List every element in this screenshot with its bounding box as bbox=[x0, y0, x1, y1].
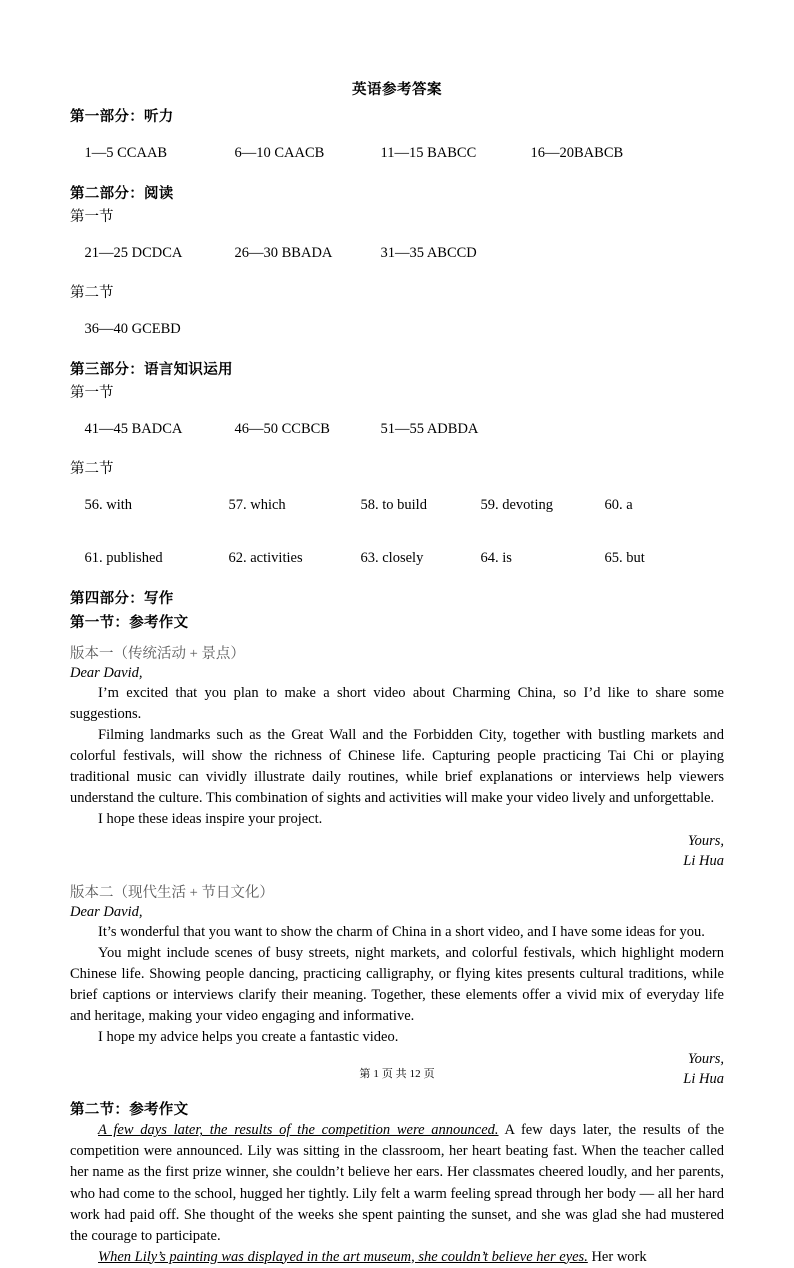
reading-answers-row-2 bbox=[70, 304, 724, 355]
continuation-text-2: Her work bbox=[587, 1248, 647, 1265]
language-answers-row-1 bbox=[70, 404, 724, 455]
footer-current-page: 1 bbox=[373, 1068, 379, 1080]
fill-answer-65: 65. but bbox=[604, 550, 645, 566]
subheading-part4-section2: 第二节：参考作文 bbox=[70, 1102, 189, 1119]
footer-total-pages: 12 bbox=[409, 1068, 421, 1080]
page-footer bbox=[0, 1065, 794, 1081]
version-one-signoff-name: Li Hua bbox=[683, 852, 724, 869]
fill-blank-row-1 bbox=[70, 480, 724, 531]
subheading-part3-section1: 第一节 bbox=[70, 385, 114, 401]
listening-answers-6-10: 6—10 CAACB bbox=[234, 145, 325, 161]
listening-answers-16-20: 16—20BABCB bbox=[530, 145, 624, 161]
subheading-part4-section1: 第一节：参考作文 bbox=[70, 615, 189, 631]
page-title: 英语参考答案 bbox=[352, 82, 442, 98]
section-heading-part1: 第一部分：听力 bbox=[70, 109, 174, 125]
fill-answer-64: 64. is bbox=[480, 550, 512, 566]
reading-answers-26-30: 26—30 BBADA bbox=[234, 245, 333, 261]
fill-answer-60: 60. a bbox=[604, 497, 633, 513]
fill-blank-row-2 bbox=[70, 533, 724, 584]
footer-middle: 页 共 bbox=[381, 1068, 407, 1080]
continuation-paragraph-1 bbox=[70, 1120, 724, 1246]
reading-answers-36-40: 36—40 GCEBD bbox=[84, 321, 181, 337]
continuation-lead-sentence-2: When Lily’s painting was displayed in the art museum, she couldn’t believe her eyes. bbox=[98, 1248, 588, 1265]
language-answers-51-55: 51—55 ADBDA bbox=[380, 421, 479, 437]
fill-answer-59: 59. devoting bbox=[480, 497, 553, 513]
version-two-label: 版本二（现代生活 + 节日文化） bbox=[70, 885, 274, 902]
continuation-text-1: A few days later, the results of the competition were announced. Lily was sitting in the classroom, her heart beating fast. When the teacher called her name as the first prize winner, she couldn’t believe her ears. Her classmates cheered loudly, and her parents, who had come to the school, hugged her tightly. Lily felt a warm feeling spread through her body — all her hard work had paid off. She thought of the weeks she spent painting the sunset, and she was glad she had mustered the courage to participate. bbox=[70, 1122, 725, 1244]
continuation-paragraph-2 bbox=[70, 1247, 724, 1268]
footer-prefix: 第 bbox=[359, 1068, 371, 1080]
listening-answers-row bbox=[70, 128, 724, 179]
fill-answer-61: 61. published bbox=[84, 550, 163, 566]
continuation-lead-sentence-1: A few days later, the results of the competition were announced. bbox=[98, 1122, 499, 1139]
language-answers-46-50: 46—50 CCBCB bbox=[234, 421, 330, 437]
fill-answer-63: 63. closely bbox=[360, 550, 424, 566]
reading-answers-21-25: 21—25 DCDCA bbox=[84, 245, 183, 261]
reading-answers-row-1 bbox=[70, 228, 724, 279]
version-two-paragraph-3: I hope my advice helps you create a fantastic video. bbox=[98, 1029, 399, 1046]
version-two-signoff-yours: Yours, bbox=[687, 1051, 724, 1068]
version-one-paragraph-3: I hope these ideas inspire your project. bbox=[98, 811, 323, 828]
subheading-part2-section1: 第一节 bbox=[70, 209, 114, 225]
version-one-signoff-yours: Yours, bbox=[687, 833, 724, 850]
section-heading-part4: 第四部分：写作 bbox=[70, 591, 174, 607]
subheading-part3-section2: 第二节 bbox=[70, 461, 114, 477]
version-one-salutation: Dear David, bbox=[70, 665, 143, 681]
fill-answer-62: 62. activities bbox=[228, 550, 303, 566]
fill-answer-58: 58. to build bbox=[360, 497, 427, 513]
section-heading-part3: 第三部分：语言知识运用 bbox=[70, 362, 233, 378]
version-two-paragraph-2: You might include scenes of busy streets, night markets, and colorful festivals, which highlight modern Chinese life. Showing people dancing, practicing calligraphy, or flying kites presents cultural traditions, while brief captions or interviews clarify their meaning. Together, these elements offer a vivid mix of everyday life and heritage, making your video engaging and informative. bbox=[70, 945, 724, 1025]
footer-suffix: 页 bbox=[423, 1068, 435, 1080]
version-one-label: 版本一（传统活动 + 景点） bbox=[70, 646, 245, 662]
fill-answer-57: 57. which bbox=[228, 497, 286, 513]
version-two-salutation: Dear David, bbox=[70, 904, 143, 921]
subheading-part2-section2: 第二节 bbox=[70, 285, 114, 301]
listening-answers-1-5: 1—5 CCAAB bbox=[84, 145, 168, 161]
version-one-signoff bbox=[70, 832, 724, 871]
section-heading-part2: 第二部分：阅读 bbox=[70, 186, 174, 202]
version-two-signoff-name: Li Hua bbox=[683, 1070, 724, 1087]
reading-answers-31-35: 31—35 ABCCD bbox=[380, 245, 477, 261]
version-one-paragraph-1: I’m excited that you plan to make a short video about Charming China, so I’d like to share some suggestions. bbox=[70, 685, 724, 723]
language-answers-41-45: 41—45 BADCA bbox=[84, 421, 183, 437]
listening-answers-11-15: 11—15 BABCC bbox=[380, 145, 477, 161]
version-one-paragraph-2: Filming landmarks such as the Great Wall and the Forbidden City, together with bustling markets and colorful festivals, will show the richness of Chinese life. Capturing people practicing Tai Chi or playing traditional music can vividly illustrate daily routines, while brief explanations or interviews help viewers understand the culture. This combination of sights and activities will make your video lively and unforgettable. bbox=[70, 727, 724, 807]
fill-answer-56: 56. with bbox=[84, 497, 133, 513]
version-two-paragraph-1: It’s wonderful that you want to show the charm of China in a short video, and I have some ideas for you. bbox=[98, 924, 705, 941]
